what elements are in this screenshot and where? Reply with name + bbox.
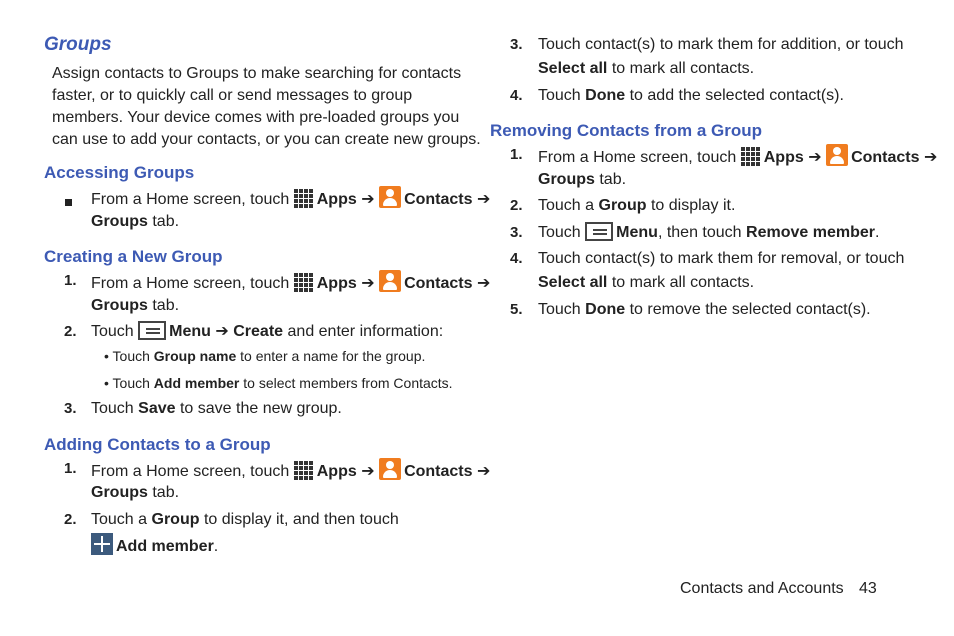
contacts-icon [379,270,401,292]
step-number: 1. [510,146,523,163]
step-text: From a Home screen, touch [91,191,290,208]
apps-label: Apps [316,191,357,208]
creating-step-2 [91,321,443,343]
removing-step-2 [538,195,735,217]
apps-icon [294,188,314,208]
menu-icon [138,321,166,340]
contacts-label: Contacts [404,463,473,480]
step-number: 2. [510,197,523,214]
removing-step-4: Touch contact(s) to mark them for removal, or touch [538,250,905,267]
step-text: to display it. [650,197,736,214]
bullet-text: • Touch [104,375,150,391]
adding-step-2 [91,509,399,531]
bullet-text: to enter a name for the group. [240,348,426,364]
step-number: 1. [64,460,77,477]
step-text: From a Home screen, touch [91,463,290,480]
page-number: 43 [859,580,877,597]
adding-step-4 [538,85,844,107]
done-label: Done [585,301,626,318]
removing-step-3 [538,222,879,244]
step-text: From a Home screen, touch [538,149,737,166]
arrow: ➔ [476,275,491,292]
apps-label: Apps [763,149,804,166]
arrow: ➔ [923,149,938,166]
contacts-label: Contacts [851,149,920,166]
menu-label: Menu [616,224,658,241]
step-text: to display it, and then touch [203,511,399,528]
step-number: 3. [64,400,77,417]
step-text: Touch [538,224,581,241]
step-number: 2. [64,511,77,528]
create-label: Create [233,323,284,340]
bullet-square [65,193,72,211]
removing-step-1 [538,144,937,169]
groups-label: Groups [91,297,148,314]
group-name-label: Group name [153,348,237,364]
bullet-add-member [104,375,453,391]
apps-icon [294,272,314,292]
page-title: Groups [44,34,112,55]
step-text: to mark all contacts. [611,60,755,77]
adding-step-3-line-2 [538,58,754,80]
adding-step-3: Touch contact(s) to mark them for addition, or touch [538,36,904,53]
contacts-icon [379,186,401,208]
period: . [874,224,880,241]
arrow: ➔ [361,275,375,292]
step-number: 3. [510,36,523,53]
arrow: ➔ [808,149,822,166]
intro-line-2: faster, or to quickly call or send messages to group [52,87,413,104]
tab-text: tab. [152,213,180,230]
tab-text: tab. [599,171,627,188]
creating-step-3 [91,398,342,420]
group-label: Group [151,511,200,528]
step-text: to mark all contacts. [611,274,755,291]
save-label: Save [138,400,176,417]
section-heading-adding: Adding Contacts to a Group [44,435,271,454]
step-text: to remove the selected contact(s). [629,301,871,318]
arrow: ➔ [476,463,491,480]
step-text: to add the selected contact(s). [629,87,844,104]
arrow: ➔ [215,323,229,340]
step-text: and enter information: [287,323,444,340]
contacts-label: Contacts [404,191,473,208]
bullet-text: to select members from Contacts. [243,375,453,391]
groups-label: Groups [91,484,148,501]
step-number: 5. [510,301,523,318]
step-text: Touch [538,87,581,104]
step-text: Touch a [538,197,595,214]
step-text: Touch [538,301,581,318]
step-text: From a Home screen, touch [91,275,290,292]
removing-step-4-line-2 [538,272,754,294]
step-number: 4. [510,87,523,104]
step-text: Touch a [91,511,148,528]
accessing-line-2 [91,211,179,233]
groups-label: Groups [91,213,148,230]
adding-step-1-line-2 [91,482,179,504]
step-number: 3. [510,224,523,241]
arrow: ➔ [361,191,375,208]
removing-step-5 [538,299,871,321]
step-text: to save the new group. [179,400,342,417]
contacts-label: Contacts [404,275,473,292]
select-all-label: Select all [538,60,608,77]
footer-section-title: Contacts and Accounts [680,580,844,597]
section-heading-accessing: Accessing Groups [44,163,195,182]
add-member-label: Add member [116,538,214,555]
apps-label: Apps [316,463,357,480]
menu-label: Menu [169,323,211,340]
bullet-group-name [104,348,425,364]
creating-step-1-line-2 [91,295,179,317]
step-text: , then touch [657,224,742,241]
add-icon [91,533,113,555]
groups-label: Groups [538,171,595,188]
group-label: Group [598,197,647,214]
arrow: ➔ [361,463,375,480]
apps-icon [741,146,761,166]
contacts-icon [379,458,401,480]
accessing-line-1 [91,186,490,211]
step-text: Touch [91,400,134,417]
intro-line-1: Assign contacts to Groups to make searching for contacts [52,65,462,82]
done-label: Done [585,87,626,104]
removing-step-1-line-2 [538,169,626,191]
arrow: ➔ [476,191,491,208]
tab-text: tab. [152,297,180,314]
section-heading-removing: Removing Contacts from a Group [490,121,763,140]
adding-step-2-line-2 [91,533,218,558]
intro-line-3: members. Your device comes with pre-loaded groups you [52,109,460,126]
add-member-label: Add member [153,375,240,391]
contacts-icon [826,144,848,166]
apps-label: Apps [316,275,357,292]
step-text: Touch [91,323,134,340]
select-all-label: Select all [538,274,608,291]
remove-member-label: Remove member [746,224,875,241]
intro-line-4: can use to add your contacts, or you can create new groups. [52,131,481,148]
section-heading-creating: Creating a New Group [44,247,223,266]
menu-icon [585,222,613,241]
tab-text: tab. [152,484,180,501]
apps-icon [294,460,314,480]
bullet-text: • Touch [104,348,150,364]
step-number: 1. [64,272,77,289]
period: . [213,538,219,555]
step-number: 2. [64,323,77,340]
step-number: 4. [510,250,523,267]
creating-step-1 [91,270,490,295]
adding-step-1 [91,458,490,483]
